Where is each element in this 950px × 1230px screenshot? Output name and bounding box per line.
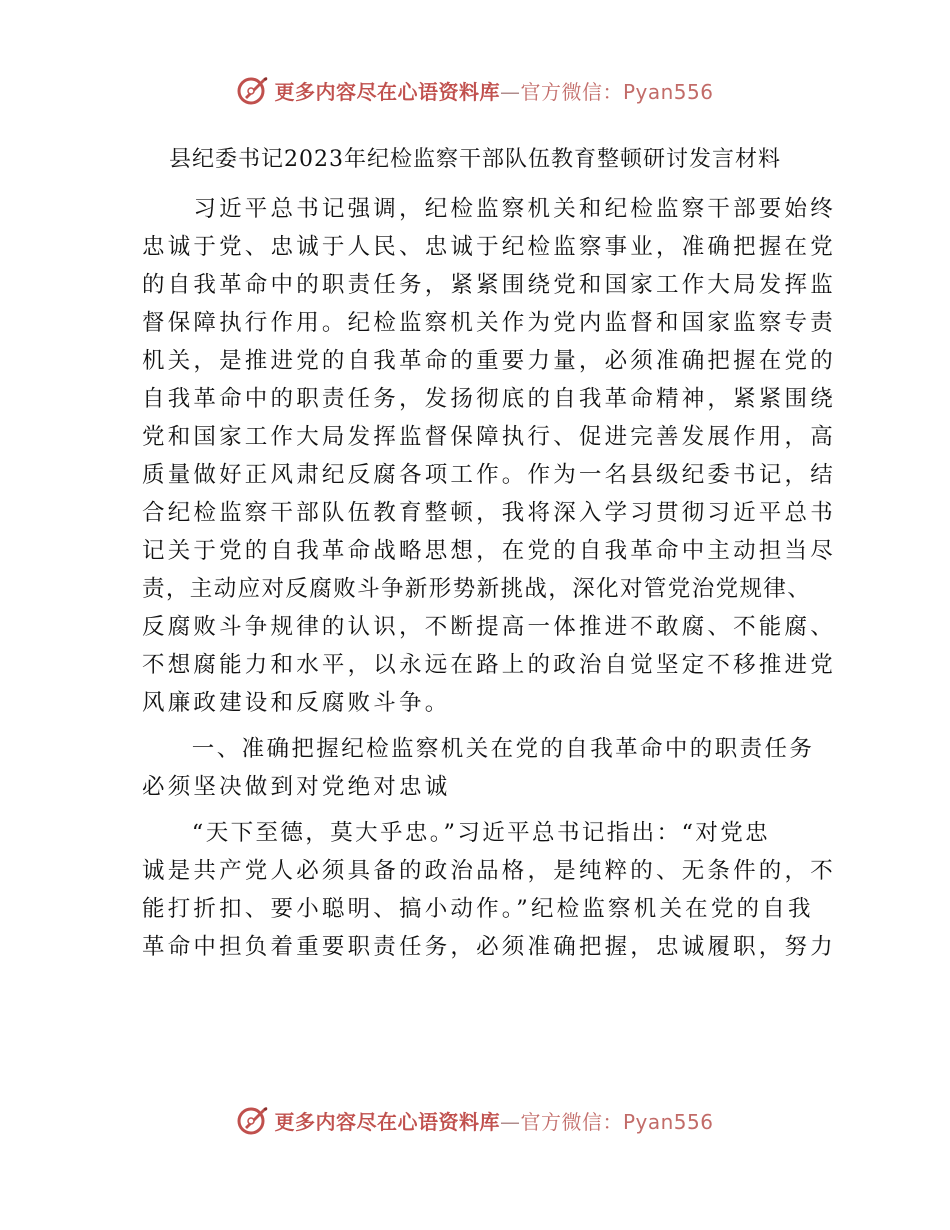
paragraph-2-line: 诚是共产党人必须具备的政治品格，是纯粹的、无条件的，不 — [142, 858, 836, 884]
paragraph-2-line: 革命中担负着重要职责任务，必须准确把握，忠诚履职，努力 — [142, 934, 836, 960]
paragraph-1-line: 党和国家工作大局发挥监督保障执行、促进完善发展作用，高 — [142, 424, 836, 450]
quill-logo-icon — [236, 73, 270, 107]
banner-wechat: 官方微信：Pyan556 — [520, 79, 714, 104]
paragraph-1-line: 反腐败斗争规律的认识，不断提高一体推进不敢腐、不能腐、 — [142, 614, 836, 640]
paragraph-1-line: 合纪检监察干部队伍教育整顿，我将深入学习贯彻习近平总书 — [142, 500, 836, 526]
document-body — [142, 190, 836, 966]
paragraph-1-line: 风廉政建设和反腐败斗争。 — [142, 690, 451, 716]
paragraph-1-line: 记关于党的自我革命战略思想，在党的自我革命中主动担当尽 — [142, 538, 836, 564]
section-heading-line: 一、准确把握纪检监察机关在党的自我革命中的职责任务 — [142, 736, 815, 762]
paragraph-1-line: 习近平总书记强调，纪检监察机关和纪检监察干部要始终 — [142, 196, 836, 222]
document-title: 县纪委书记2023年纪检监察干部队伍教育整顿研讨发言材料 — [169, 147, 781, 172]
paragraph-2-line: “天下至德，莫大乎忠。”习近平总书记指出：“对党忠 — [142, 820, 771, 846]
paragraph-1-line: 质量做好正风肃纪反腐各项工作。作为一名县级纪委书记，结 — [142, 462, 836, 488]
banner-text — [274, 1106, 713, 1135]
paragraph-1-line: 督保障执行作用。纪检监察机关作为党内监督和国家监察专责 — [142, 310, 836, 336]
paragraph-1-line: 的自我革命中的职责任务，紧紧围绕党和国家工作大局发挥监 — [142, 272, 836, 298]
footer-banner — [0, 1098, 950, 1142]
paragraph-1-line: 不想腐能力和水平，以永远在路上的政治自觉坚定不移推进党 — [142, 652, 836, 678]
paragraph-2-line: 能打折扣、要小聪明、搞小动作。”纪检监察机关在党的自我 — [142, 896, 814, 922]
paragraph-1-line: 自我革命中的职责任务，发扬彻底的自我革命精神，紧紧围绕 — [142, 386, 836, 412]
banner-dash: — — [499, 79, 521, 104]
paragraph-1-line: 忠诚于党、忠诚于人民、忠诚于纪检监察事业，准确把握在党 — [142, 234, 836, 260]
banner-dash: — — [499, 1109, 521, 1134]
paragraph-1-line: 机关，是推进党的自我革命的重要力量，必须准确把握在党的 — [142, 348, 836, 374]
banner-site-name: 更多内容尽在心语资料库 — [274, 1109, 500, 1134]
header-banner — [0, 68, 950, 112]
paragraph-1-line: 责，主动应对反腐败斗争新形势新挑战，深化对管党治党规律、 — [142, 576, 812, 602]
quill-logo-icon — [236, 1103, 270, 1137]
section-heading-line: 必须坚决做到对党绝对忠诚 — [142, 774, 451, 800]
banner-wechat: 官方微信：Pyan556 — [520, 1109, 714, 1134]
banner-site-name: 更多内容尽在心语资料库 — [274, 79, 500, 104]
banner-text — [274, 76, 713, 105]
